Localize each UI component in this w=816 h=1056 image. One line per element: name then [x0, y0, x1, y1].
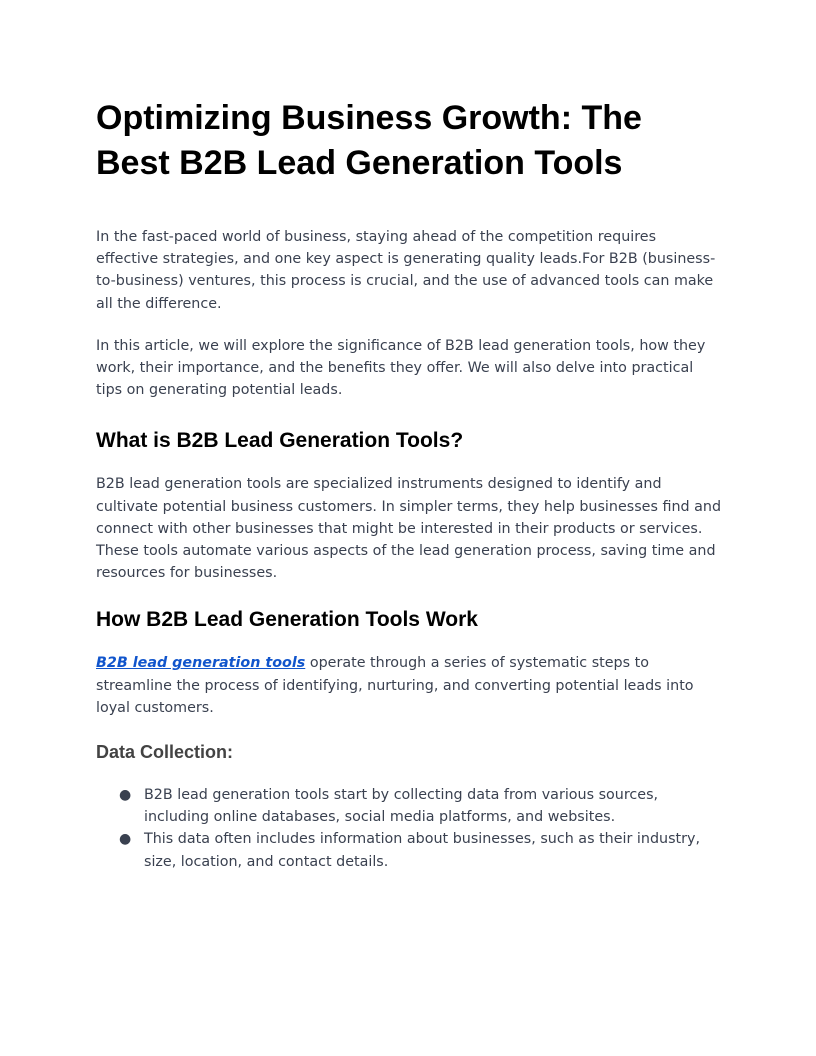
list-item-text: B2B lead generation tools start by collecting data from various sources, including online databases, social media platforms, and websites.	[144, 787, 659, 826]
section-paragraph-how-it-works	[96, 652, 722, 719]
section-heading-what-is: What is B2B Lead Generation Tools?	[96, 429, 464, 453]
section-paragraph-what-is: B2B lead generation tools are specialized instruments designed to identify and cultivate potential business customers. In simpler terms, they help businesses find and connect with other businesses that might be interested in their products or services. These tools automate various aspects of the lead generation process, saving time and resources for businesses.	[96, 476, 722, 582]
list-item-text: This data often includes information about businesses, such as their industry, size, location, and contact details.	[144, 831, 701, 870]
list-item	[119, 784, 722, 828]
bullet-icon: ●	[119, 787, 132, 804]
document-page	[96, 96, 722, 873]
intro-paragraph: In this article, we will explore the significance of B2B lead generation tools, how they work, their importance, and the benefits they offer. We will also delve into practical tips on generating potential leads.	[96, 337, 706, 399]
data-collection-bullet-list	[96, 784, 722, 873]
bullet-icon: ●	[119, 831, 132, 848]
intro-paragraph: In the fast-paced world of business, staying ahead of the competition requires effective strategies, and one key aspect is generating quality leads.For B2B (business-to-business) ventures, this process is crucial, and the use of advanced tools can make all the difference.	[96, 229, 716, 312]
list-item	[119, 828, 722, 872]
section-heading-how-it-works: How B2B Lead Generation Tools Work	[96, 608, 478, 632]
b2b-lead-generation-tools-link[interactable]: B2B lead generation tools	[96, 655, 306, 672]
subsection-heading-data-collection: Data Collection:	[96, 742, 234, 763]
paragraph-continuation: operate through a series of systematic steps to streamline the process of identifying, nurturing, and converting potential leads into loyal customers.	[96, 655, 694, 716]
document-title: Optimizing Business Growth: The Best B2B Lead Generation Tools	[96, 99, 642, 182]
